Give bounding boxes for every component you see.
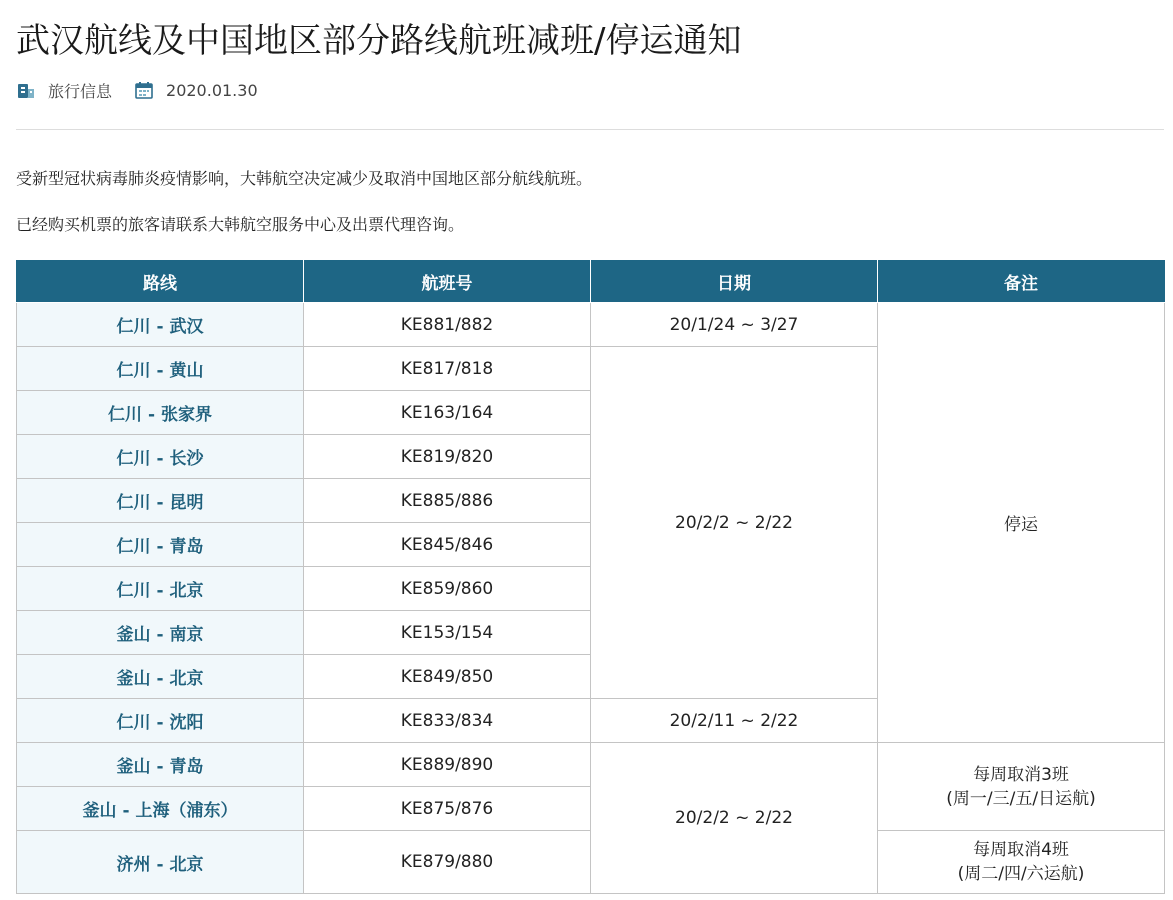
calendar-icon: [134, 80, 154, 100]
flight-cell: KE885/886: [304, 479, 591, 523]
category-label: 旅行信息: [48, 81, 113, 101]
route-cell: 仁川 - 青岛: [17, 523, 304, 567]
briefcase-icon: [16, 80, 36, 100]
date-cell: 20/2/2 ~ 2/22: [591, 347, 878, 699]
flight-cell: KE859/860: [304, 567, 591, 611]
flight-cell: KE875/876: [304, 787, 591, 831]
route-cell: 济州 - 北京: [17, 831, 304, 894]
flight-cell: KE153/154: [304, 611, 591, 655]
header-flight: 航班号: [304, 260, 591, 303]
article-meta: [16, 78, 280, 102]
route-cell: 仁川 - 武汉: [17, 303, 304, 347]
header-remark: 备注: [878, 260, 1165, 303]
contact-paragraph: 已经购买机票的旅客请联系大韩航空服务中心及出票代理咨询。: [16, 215, 465, 234]
header-divider: [16, 129, 1164, 130]
flight-cell: KE889/890: [304, 743, 591, 787]
flight-cell: KE819/820: [304, 435, 591, 479]
route-cell: 仁川 - 长沙: [17, 435, 304, 479]
publish-date: 2020.01.30: [166, 80, 258, 100]
table-header-row: [17, 260, 1165, 303]
flight-cell: KE879/880: [304, 831, 591, 894]
route-cell: 仁川 - 张家界: [17, 391, 304, 435]
remark-cell: [878, 831, 1165, 894]
route-cell: 仁川 - 昆明: [17, 479, 304, 523]
intro-paragraph: 受新型冠状病毒肺炎疫情影响，大韩航空决定减少及取消中国地区部分航线航班。: [16, 169, 593, 188]
flight-cell: KE833/834: [304, 699, 591, 743]
remark-cell: 停运: [878, 303, 1165, 743]
remark-line: (周二/四/六运航): [957, 864, 1085, 884]
flight-cell: KE849/850: [304, 655, 591, 699]
date-cell: 20/1/24 ~ 3/27: [591, 303, 878, 347]
table-row: [17, 303, 1165, 347]
route-cell: 仁川 - 北京: [17, 567, 304, 611]
date-tag: [134, 80, 258, 100]
flight-cell: KE163/164: [304, 391, 591, 435]
route-cell: 釜山 - 北京: [17, 655, 304, 699]
flight-cell: KE881/882: [304, 303, 591, 347]
header-route: 路线: [17, 260, 304, 303]
table-row: [17, 743, 1165, 787]
route-cell: 釜山 - 南京: [17, 611, 304, 655]
date-cell: 20/2/2 ~ 2/22: [591, 743, 878, 894]
remark-line: 每周取消4班: [973, 840, 1069, 860]
route-cell: 釜山 - 上海（浦东）: [17, 787, 304, 831]
flight-schedule-table: [16, 260, 1165, 894]
page-title: 武汉航线及中国地区部分路线航班减班/停运通知: [16, 21, 742, 61]
flight-cell: KE817/818: [304, 347, 591, 391]
flight-cell: KE845/846: [304, 523, 591, 567]
category-tag[interactable]: [16, 79, 112, 102]
remark-line: (周一/三/五/日运航): [946, 788, 1096, 809]
header-date: 日期: [591, 260, 878, 303]
remark-line: 每周取消3班: [973, 764, 1069, 785]
remark-cell: [878, 743, 1165, 831]
route-cell: 仁川 - 沈阳: [17, 699, 304, 743]
route-cell: 仁川 - 黄山: [17, 347, 304, 391]
date-cell: 20/2/11 ~ 2/22: [591, 699, 878, 743]
route-cell: 釜山 - 青岛: [17, 743, 304, 787]
